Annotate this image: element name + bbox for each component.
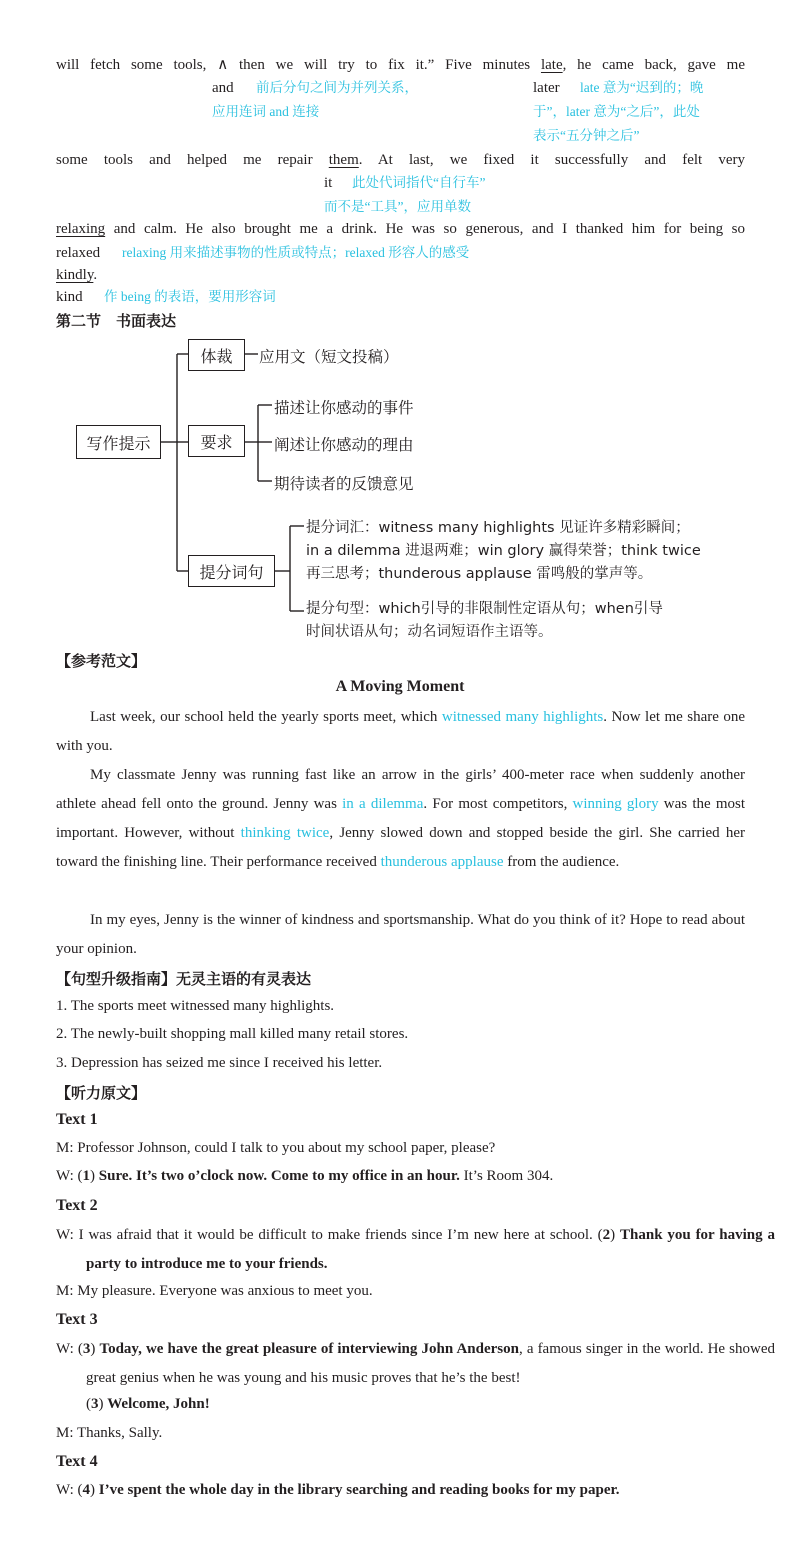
text-3-label: Text 3	[56, 1311, 98, 1328]
text-4-label: Text 4	[56, 1453, 98, 1470]
dialogue-line: W: (1) Sure. It’s two o’clock now. Come to my office in an hour. It’s Room 304.	[56, 1168, 554, 1184]
correction-line-4: kindly.	[56, 267, 98, 283]
section-heading: 第二节 书面表达	[56, 312, 177, 330]
listening-label: 【听力原文】	[56, 1084, 147, 1102]
correction-line-2: some tools and helped me repair them. At last, we fixed it successfully and felt very	[56, 152, 745, 168]
sample-paragraph-3: In my eyes, Jenny is the winner of kindness and sportsmanship. What do you think of it? Hope to read about your opinion.	[56, 912, 745, 957]
mindmap-sentence-line: 提分句型：which引导的非限制性定语从句；when引导	[306, 601, 663, 617]
mindmap-genre-text: 应用文（短文投稿）	[259, 348, 399, 366]
correction-word-it: it	[324, 175, 333, 191]
guide-label: 【句型升级指南】无灵主语的有灵表达	[56, 970, 312, 988]
text-2-label: Text 2	[56, 1197, 98, 1214]
mindmap-requirement-item: 阐述让你感动的理由	[274, 436, 414, 454]
text-1-label: Text 1	[56, 1111, 98, 1128]
dialogue-line: W: I was afraid that it would be difficult to make friends since I’m new here at school. (2) Thank you for having a party to introduce me to your friends.	[56, 1227, 775, 1272]
dialogue-line: M: Thanks, Sally.	[56, 1425, 163, 1441]
mindmap-requirement-item: 描述让你感动的事件	[274, 399, 414, 417]
mindmap-requirement-box: 要求	[188, 425, 245, 457]
dialogue-line: M: My pleasure. Everyone was anxious to meet you.	[56, 1283, 373, 1299]
guide-item: 1. The sports meet witnessed many highlights.	[56, 998, 335, 1014]
correction-word-later: later	[533, 80, 560, 96]
correction-note: 此处代词指代“自行车”	[352, 175, 486, 190]
correction-note: 于”，later 意为“之后”，此处	[533, 104, 700, 119]
correction-word-and: and	[212, 80, 234, 96]
correction-note: 应用连词 and 连接	[212, 104, 320, 119]
dialogue-line: (3) Welcome, John!	[86, 1396, 210, 1412]
sample-paragraph-2: My classmate Jenny was running fast like an arrow in the girls’ 400-meter race when suddenly another athlete ahead fell onto the ground. Jenny was in a dilemma. For most competitors, winning glory was the most important. However, without thinking twice, Jenny slowed down and stopped beside the girl. She carried her toward the finishing line. Their performance received thunderous applause from the audience.	[56, 767, 746, 870]
correction-word-kind: kind	[56, 289, 83, 305]
mindmap-upgrade-box: 提分词句	[188, 555, 275, 587]
correction-line-1: will fetch some tools, ∧ then we will try to fix it.” Five minutes late, he came back, gave me	[56, 57, 745, 73]
correction-line-3: relaxing and calm. He also brought me a drink. He was so generous, and I thanked him for being so	[56, 221, 745, 237]
sample-label: 【参考范文】	[56, 652, 147, 670]
sample-paragraph-1: Last week, our school held the yearly sports meet, which witnessed many highlights. Now let me share one with you.	[56, 709, 746, 754]
guide-item: 3. Depression has seized me since I received his letter.	[56, 1055, 383, 1071]
mindmap-genre-box: 体裁	[188, 339, 245, 371]
mindmap-requirement-item: 期待读者的反馈意见	[274, 475, 414, 493]
correction-note: 前后分句之间为并列关系，	[256, 80, 418, 95]
mindmap-sentence-line: 时间状语从句；动名词短语作主语等。	[306, 624, 553, 640]
dialogue-line: M: Professor Johnson, could I talk to you about my school paper, please?	[56, 1140, 496, 1156]
dialogue-line: W: (3) Today, we have the great pleasure of interviewing John Anderson, a famous singer in the world. He showed great genius when he was young and his music proves that he’s the best!	[56, 1341, 775, 1386]
mindmap-root: 写作提示	[76, 425, 161, 459]
correction-word-relaxed: relaxed	[56, 245, 101, 261]
correction-note: relaxing 用来描述事物的性质或特点；relaxed 形容人的感受	[122, 245, 470, 260]
correction-note: 作 being 的表语，要用形容词	[104, 289, 276, 304]
guide-item: 2. The newly-built shopping mall killed many retail stores.	[56, 1026, 409, 1042]
correction-note: 而不是“工具”，应用单数	[324, 199, 471, 214]
mindmap-vocab-line: 提分词汇：witness many highlights 见证许多精彩瞬间；	[306, 520, 690, 536]
sample-title: A Moving Moment	[335, 678, 465, 695]
correction-note: late 意为“迟到的；晚	[580, 80, 704, 95]
correction-note: 表示“五分钟之后”	[533, 128, 640, 143]
mindmap-vocab-line: 再三思考；thunderous applause 雷鸣般的掌声等。	[306, 566, 653, 582]
mindmap-vocab-line: in a dilemma 进退两难；win glory 赢得荣誉；think twice	[306, 543, 701, 559]
dialogue-line: W: (4) I’ve spent the whole day in the library searching and reading books for my paper.	[56, 1482, 620, 1498]
